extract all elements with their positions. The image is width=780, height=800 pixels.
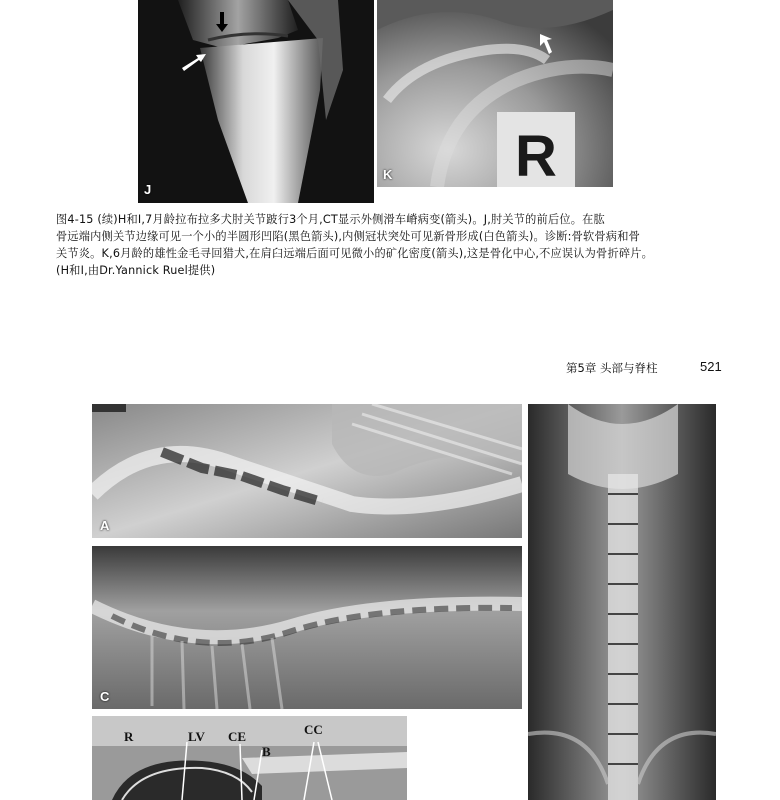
figure-j-radiograph <box>138 0 374 203</box>
figure-k-label: K <box>383 167 393 182</box>
figure-a-radiograph <box>92 404 522 538</box>
page-number: 521 <box>700 359 722 374</box>
figure-c-radiograph <box>92 546 522 709</box>
figure-j-label: J <box>144 182 152 197</box>
figure-d-image-panel <box>92 716 407 800</box>
figure-c-image <box>92 546 522 709</box>
figure-k-r-marker: R <box>515 124 557 187</box>
running-head: 第5章 头部与脊柱 <box>566 361 658 375</box>
figure-c-label: C <box>100 689 110 704</box>
figure-d-label-b: B <box>262 744 271 759</box>
figure-d-label-lv: LV <box>188 729 205 744</box>
figure-b-image <box>528 404 716 800</box>
figure-d-label-cc: CC <box>304 722 323 737</box>
figure-j-image <box>138 0 374 203</box>
caption-line: 关节炎。K,6月龄的雄性金毛寻回猎犬,在肩臼远端后面可见微小的矿化密度(箭头),这是骨化中心,不应误认为骨折碎片。 <box>56 247 653 260</box>
figure-caption <box>56 211 728 279</box>
figure-b-radiograph <box>528 404 716 800</box>
figure-k-image <box>377 0 613 187</box>
caption-line: (H和I,由Dr.Yannick Ruel提供) <box>56 264 216 277</box>
figure-a-image <box>92 404 522 538</box>
figure-d-label-r: R <box>124 729 134 744</box>
figure-a-label: A <box>100 518 110 533</box>
figure-d-image <box>92 716 407 800</box>
caption-line: 图4-15 (续)H和I,7月龄拉布拉多犬肘关节跛行3个月,CT显示外侧滑车嵴病变(箭头)。J,肘关节的前后位。在肱 <box>56 213 605 226</box>
caption-line: 骨远端内侧关节边缘可见一个小的半圆形凹陷(黑色箭头),内侧冠状突处可见新骨形成(白色箭头)。诊断:骨软骨病和骨 <box>56 230 640 243</box>
figure-d-label-ce: CE <box>228 729 247 744</box>
figure-k-radiograph <box>377 0 613 187</box>
